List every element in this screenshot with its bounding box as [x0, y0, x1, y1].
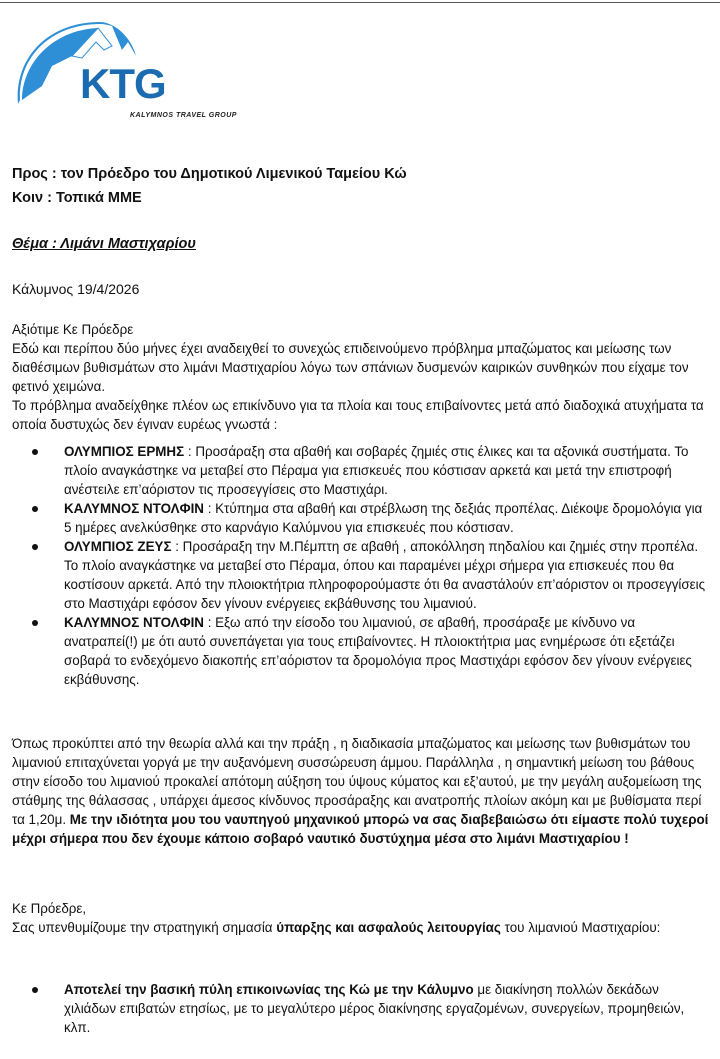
- closing-emphasis: ύπαρξης και ασφαλούς λειτουργίας: [276, 920, 501, 935]
- analysis-text: Όπως προκύπτει από την θεωρία αλλά και την πράξη , η διαδικασία μπαζώματος και μείωσης των βυθισμάτων του λιμανιού επιταχύνεται γοργά με την αυξανόμενη συσσώρευση άμμου. Παράλληλα , η σημαντική μείωση του βάθους στην είσοδο του λιμανιού προκαλεί απότομη αύξηση του ύψους κύματος και εξ’αυτού, με την μεγάλη αυξομείωση της στάθμης της θάλασσας , υπάρχει άμεσος κίνδυνος προσάραξης και ανατροπής πλοίων ακόμη και με βυθίσματα περί τα 1,20μ.: [12, 736, 702, 827]
- letter-date: Κάλυμνος 19/4/2026: [12, 281, 140, 297]
- to-value: τον Πρόεδρο του Δημοτικού Λιμενικού Ταμείου Κώ: [60, 166, 407, 182]
- closing-greeting: Κε Πρόεδρε,: [12, 901, 87, 916]
- incident-list: [12, 442, 712, 689]
- incident-text: : Κτύπημα στα αβαθή και στρέβλωση της δεξιάς προπέλας. Διέκοψε δρομολόγια για 5 ημέρες ανελκύσθηκε στο καρνάγιο Καλύμνου για επισκευές που κόστισαν.: [64, 501, 703, 535]
- point-text: με διακίνηση πολλών δεκάδων χιλιάδων επιβατών ετησίως, με το μεγαλύτερο μέρος διακίνησης εργαζομένων, συνεργείων, προμηθειών, κλπ.: [64, 982, 685, 1035]
- list-item: [12, 537, 712, 613]
- intro-section: [12, 320, 712, 434]
- list-item: [12, 613, 712, 689]
- to-label: Προς :: [12, 166, 57, 182]
- bullet-icon: [32, 449, 38, 455]
- analysis-emphasis: Με την ιδιότητα μου του ναυπηγού μηχανικού μπορώ να σας διαβεβαιώσω ότι είμαστε πολύ τυχεροί μέχρι σήμερα που δεν έχουμε κάποιο σοβαρό ναυτικό δυστύχημα μέσα στο λιμάνι Μαστιχαρίου !: [12, 812, 709, 846]
- logo-wordmark: KTG: [80, 60, 166, 107]
- to-line: [12, 166, 407, 182]
- bullet-icon: [32, 506, 38, 512]
- importance-list: [12, 980, 712, 1037]
- ship-name: ΟΛΥΜΠΙΟΣ ΕΡΜΗΣ: [64, 444, 185, 459]
- closing-pre: Σας υπενθυμίζουμε την στρατηγική σημασία: [12, 920, 277, 935]
- ship-name: ΚΑΛΥΜΝΟΣ ΝΤΟΛΦΙΝ: [64, 615, 204, 630]
- subject-line: Θέμα : Λιμάνι Μαστιχαρίου: [12, 236, 196, 252]
- problem-paragraph: Το πρόβλημα αναδείχθηκε πλέον ως επικίνδυνο για τα πλοία και τους επιβαίνοντες μετά από διαδοχικά ατυχήματα τα οποία δυστυχώς δεν έγιναν ευρέως γνωστά :: [12, 398, 704, 432]
- closing-paragraph: [12, 918, 712, 937]
- logo-tagline: KALYMNOS TRAVEL GROUP: [130, 112, 237, 119]
- bullet-icon: [32, 544, 38, 550]
- top-rule: [0, 2, 720, 3]
- list-item: [12, 980, 712, 1037]
- incident-text: : Προσάραξη στα αβαθή και σοβαρές ζημιές στις έλικες και τα αξονικά συστήματα. Το πλοίο αναγκάστηκε να μεταβεί στο Πέραμα για επισκευές που κόστισαν αρκετά και μετά την επιστροφή ανέστειλε επ’αόριστον τις προσεγγίσεις στο Μαστιχάρι.: [64, 444, 689, 497]
- closing-post: του λιμανιού Μαστιχαρίου:: [500, 920, 661, 935]
- incident-text: : Εξω από την είσοδο του λιμανιού, σε αβαθή, προσάραξε με κίνδυνο να ανατραπεί(!) με ότι αυτό συνεπάγεται για τους επιβαίνοντες. Η πλοιοκτήτρια μας ενημέρωσε ότι εξετάζει σοβαρά το ενδεχόμενο διακοπής επ’αόριστον τα δρομολόγια προς Μαστιχάρι εφόσον δεν γίνουν ενέργειες εκβάθυνσης.: [64, 615, 692, 687]
- list-item: [12, 442, 712, 499]
- bullet-icon: [32, 620, 38, 626]
- cc-value: Τοπικά ΜΜΕ: [55, 190, 142, 206]
- greeting: Αξιότιμε Κε Πρόεδρε: [12, 322, 134, 337]
- list-item: [12, 499, 712, 537]
- closing-section: [12, 899, 712, 937]
- company-logo: [12, 16, 252, 128]
- bullet-icon: [32, 987, 38, 993]
- incident-text: : Προσάραξη την Μ.Πέμπτη σε αβαθή , αποκόλληση πηδαλίου και ζημιές στην προπέλα. Το πλοίο αναγκάστηκε να μεταβεί στο Πέραμα, όπου και παραμένει μέχρι σήμερα για επισκευές που θα κοστίσουν αρκετά. Από την πλοιοκτήτρια πληροφορούμαστε ότι θα αναστάλούν επ’αόριστον οι προσεγγίσεις στο Μαστιχάρι εφόσον δεν γίνουν ενέργειες εκβάθυνσης του λιμανιού.: [64, 539, 706, 611]
- intro-paragraph: Εδώ και περίπου δύο μήνες έχει αναδειχθεί το συνεχώς επιδεινούμενο πρόβλημα μπαζώματος και μείωσης των διαθέσιμων βυθισμάτων στο λιμάνι Μαστιχαρίου λόγω των σπάνιων δυσμενών καιρικών συνθηκών που είχαμε τον φετινό χειμώνα.: [12, 341, 689, 394]
- cc-label: Κοιν :: [12, 190, 52, 206]
- analysis-paragraph: [12, 734, 712, 848]
- ship-name: ΚΑΛΥΜΝΟΣ ΝΤΟΛΦΙΝ: [64, 501, 204, 516]
- point-emphasis: Αποτελεί την βασική πύλη επικοινωνίας της Κώ με την Κάλυμνο: [64, 982, 474, 997]
- ship-name: ΟΛΥΜΠΙΟΣ ΖΕΥΣ: [64, 539, 172, 554]
- cc-line: [12, 190, 142, 206]
